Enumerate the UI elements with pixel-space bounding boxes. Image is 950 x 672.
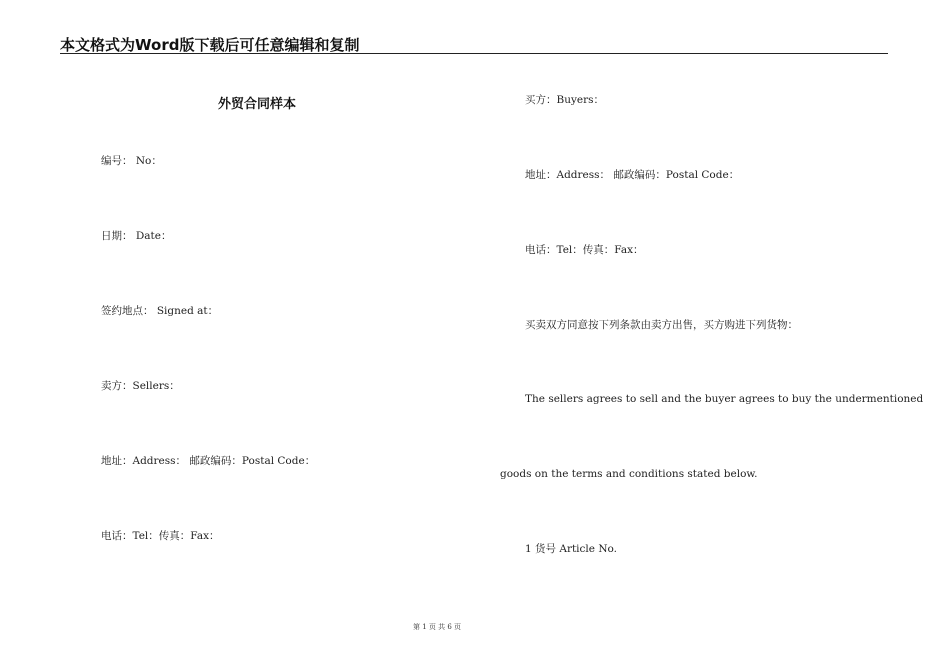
header-divider (60, 53, 888, 54)
left-line-contract-number: 编号： No： (101, 155, 162, 167)
right-line-agreement-cn: 买卖双方同意按下列条款由卖方出售，买方购进下列货物： (525, 319, 798, 331)
right-line-agreement-en-2: goods on the terms and conditions stated below. (500, 468, 758, 480)
left-line-sellers: 卖方：Sellers： (101, 380, 180, 392)
document-header-banner: 本文格式为Word版下载后可任意编辑和复制 (60, 36, 360, 54)
right-line-agreement-en-1: The sellers agrees to sell and the buyer agrees to buy the undermentioned (525, 393, 924, 405)
right-line-buyer-address: 地址：Address： 邮政编码：Postal Code： (525, 169, 740, 181)
right-line-buyers: 买方：Buyers： (525, 94, 605, 106)
right-line-buyer-phone: 电话：Tel：传真：Fax： (525, 244, 644, 256)
left-line-seller-address: 地址：Address： 邮政编码：Postal Code： (101, 455, 316, 467)
left-line-signed-at: 签约地点： Signed at： (101, 305, 219, 317)
page-number-footer: 第 1 页 共 6 页 (413, 623, 462, 631)
right-line-article-no: 1 货号 Article No. (525, 543, 617, 555)
document-title: 外贸合同样本 (218, 97, 297, 112)
left-line-seller-phone: 电话：Tel：传真：Fax： (101, 530, 220, 542)
left-line-date: 日期： Date： (101, 230, 172, 242)
